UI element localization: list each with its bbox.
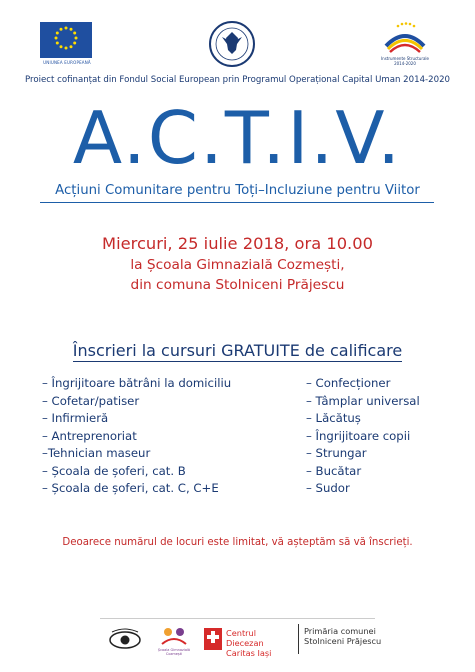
event-details bbox=[0, 233, 475, 295]
is-caption-line2: 2014-2020 bbox=[394, 61, 416, 66]
structural-instruments-logo-icon bbox=[380, 20, 430, 56]
is-caption-line1: Instrumente Structurale bbox=[381, 56, 429, 61]
caritas-logo bbox=[204, 626, 296, 658]
course-item: – Școala de șoferi, cat. C, C+E bbox=[42, 481, 219, 495]
eu-flag-icon bbox=[40, 22, 92, 58]
caritas-cross-icon bbox=[204, 628, 222, 650]
school-logo-icon bbox=[156, 624, 192, 658]
eye-logo-icon bbox=[108, 626, 142, 654]
footer-divider bbox=[100, 618, 375, 619]
eu-caption: UNIUNEA EUROPEANĂ bbox=[43, 60, 91, 65]
course-item: – Infirmieră bbox=[42, 411, 109, 425]
caritas-text bbox=[226, 628, 296, 658]
caritas-line1: Centrul Diecezan bbox=[226, 628, 264, 648]
course-item: – Sudor bbox=[306, 481, 350, 495]
partner-logos-footer bbox=[100, 620, 390, 660]
course-item: –Tehnician maseur bbox=[42, 446, 151, 460]
course-item: – Lăcătuș bbox=[306, 411, 361, 425]
courses-heading bbox=[0, 341, 475, 360]
structural-instruments-caption bbox=[370, 56, 440, 66]
school-logo-caption: Școala Gimnazială Cozmești bbox=[157, 648, 191, 656]
project-title: A.C.T.I.V. bbox=[72, 96, 403, 180]
course-item: – Îngrijitoare copii bbox=[306, 428, 411, 443]
cofinance-text: Proiect cofinanțat din Fondul Social European prin Programul Operațional Capital Uman 2014-2020 bbox=[24, 75, 451, 85]
event-commune: din comuna Stolniceni Prăjescu bbox=[130, 277, 345, 293]
course-item: – Tâmplar universal bbox=[306, 393, 420, 408]
course-item: – Îngrijitoare bătrâni la domiciliu bbox=[42, 376, 232, 390]
subtitle-underline bbox=[40, 202, 434, 203]
course-item: – Antreprenoriat bbox=[42, 428, 137, 443]
header-logos bbox=[0, 20, 475, 72]
courses-list-right bbox=[306, 375, 420, 498]
primaria-text bbox=[304, 626, 381, 646]
course-item: – Bucătar bbox=[306, 463, 362, 478]
romanian-government-seal-icon bbox=[208, 20, 256, 68]
event-date-time: Miercuri, 25 iulie 2018, ora 10.00 bbox=[102, 234, 373, 253]
primaria-line2: Stolniceni Prăjescu bbox=[304, 636, 382, 646]
course-item: – Școala de șoferi, cat. B bbox=[42, 463, 186, 478]
caritas-line2: Caritas Iași bbox=[226, 648, 272, 658]
course-item: – Cofetar/patiser bbox=[42, 393, 140, 408]
footer-separator bbox=[298, 624, 299, 654]
course-item: – Confecționer bbox=[306, 376, 391, 390]
primaria-line1: Primăria comunei bbox=[304, 626, 376, 636]
course-item: – Strungar bbox=[306, 446, 367, 460]
event-location: la Școala Gimnazială Cozmești, bbox=[130, 257, 345, 273]
registration-notice: Deoarece numărul de locuri este limitat, vă așteptăm să vă înscrieți. bbox=[62, 537, 413, 548]
courses-heading-text: Înscrieri la cursuri GRATUITE de calificare bbox=[72, 341, 403, 360]
courses-list-left bbox=[42, 375, 231, 498]
project-subtitle: Acțiuni Comunitare pentru Toți–Incluziune pentru Viitor bbox=[55, 183, 420, 198]
